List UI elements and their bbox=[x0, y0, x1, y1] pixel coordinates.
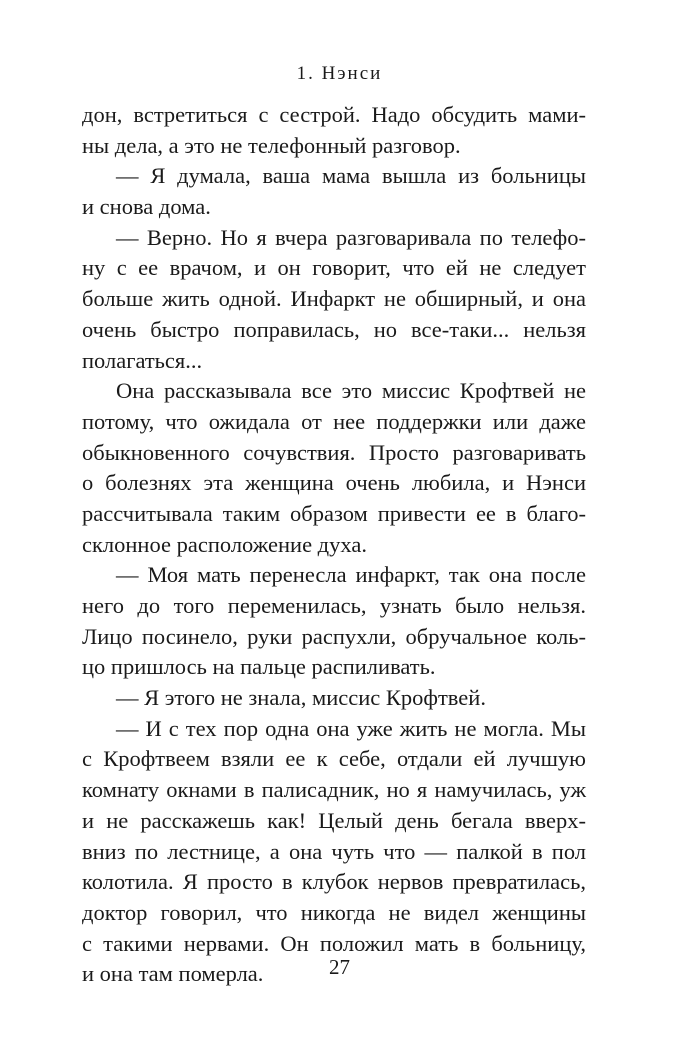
text-line: Лицо посинело, руки распухли, обручальное коль- bbox=[82, 623, 586, 649]
text-line: обыкновенного сочувствия. Просто разговаривать bbox=[82, 439, 586, 465]
body-text bbox=[82, 100, 586, 990]
text-line: полагаться... bbox=[82, 347, 203, 373]
text-line: — Я этого не знала, миссис Крофтвей. bbox=[116, 685, 486, 711]
text-line: него до того переменилась, узнать было нельзя. bbox=[82, 593, 586, 618]
text-line: о болезнях эта женщина очень любила, и Нэнси bbox=[82, 470, 586, 496]
text-line: — Верно. Но я вчера разговаривала по телефо- bbox=[116, 224, 586, 250]
text-line: с такими нервами. Он положил мать в больницу, bbox=[82, 930, 586, 956]
text-line: и не расскажешь как! Целый день бегала вверх- bbox=[82, 807, 586, 833]
text-line: больше жить одной. Инфаркт не обширный, и она bbox=[82, 286, 586, 312]
text-line: очень быстро поправилась, но все-таки... нельзя bbox=[82, 316, 586, 342]
text-line: — Я думала, ваша мама вышла из больницы bbox=[116, 163, 586, 189]
page-number: 27 bbox=[329, 955, 350, 979]
text-line: доктор говорил, что никогда не видел женщины bbox=[82, 899, 586, 925]
text-line: с Крофтвеем взяли ее к себе, отдали ей лучшую bbox=[82, 746, 586, 772]
text-line: Она рассказывала все это миссис Крофтвей не bbox=[116, 378, 586, 404]
text-line: и снова дома. bbox=[82, 194, 211, 220]
text-line: ну с ее врачом, и он говорит, что ей не следует bbox=[82, 255, 586, 281]
running-head: 1. Нэнси bbox=[296, 63, 383, 84]
text-line: дон, встретиться с сестрой. Надо обсудить мами- bbox=[82, 102, 586, 127]
text-line: — И с тех пор одна она уже жить не могла. Мы bbox=[116, 715, 586, 741]
text-line: склонное расположение духа. bbox=[82, 531, 367, 557]
text-line: потому, что ожидала от нее поддержки или даже bbox=[82, 408, 586, 434]
text-line: цо пришлось на пальце распиливать. bbox=[82, 654, 436, 680]
text-line: — Моя мать перенесла инфаркт, так она после bbox=[116, 562, 586, 588]
text-line: колотила. Я просто в клубок нервов превратилась, bbox=[82, 869, 586, 895]
text-line: ны дела, а это не телефонный разговор. bbox=[82, 132, 461, 158]
text-line: рассчитывала таким образом привести ее в благо- bbox=[82, 500, 586, 526]
text-line: вниз по лестнице, а она чуть что — палкой в пол bbox=[82, 838, 586, 864]
text-line: комнату окнами в палисадник, но я намучилась, уж bbox=[82, 777, 586, 803]
text-line: и она там померла. bbox=[82, 961, 264, 987]
